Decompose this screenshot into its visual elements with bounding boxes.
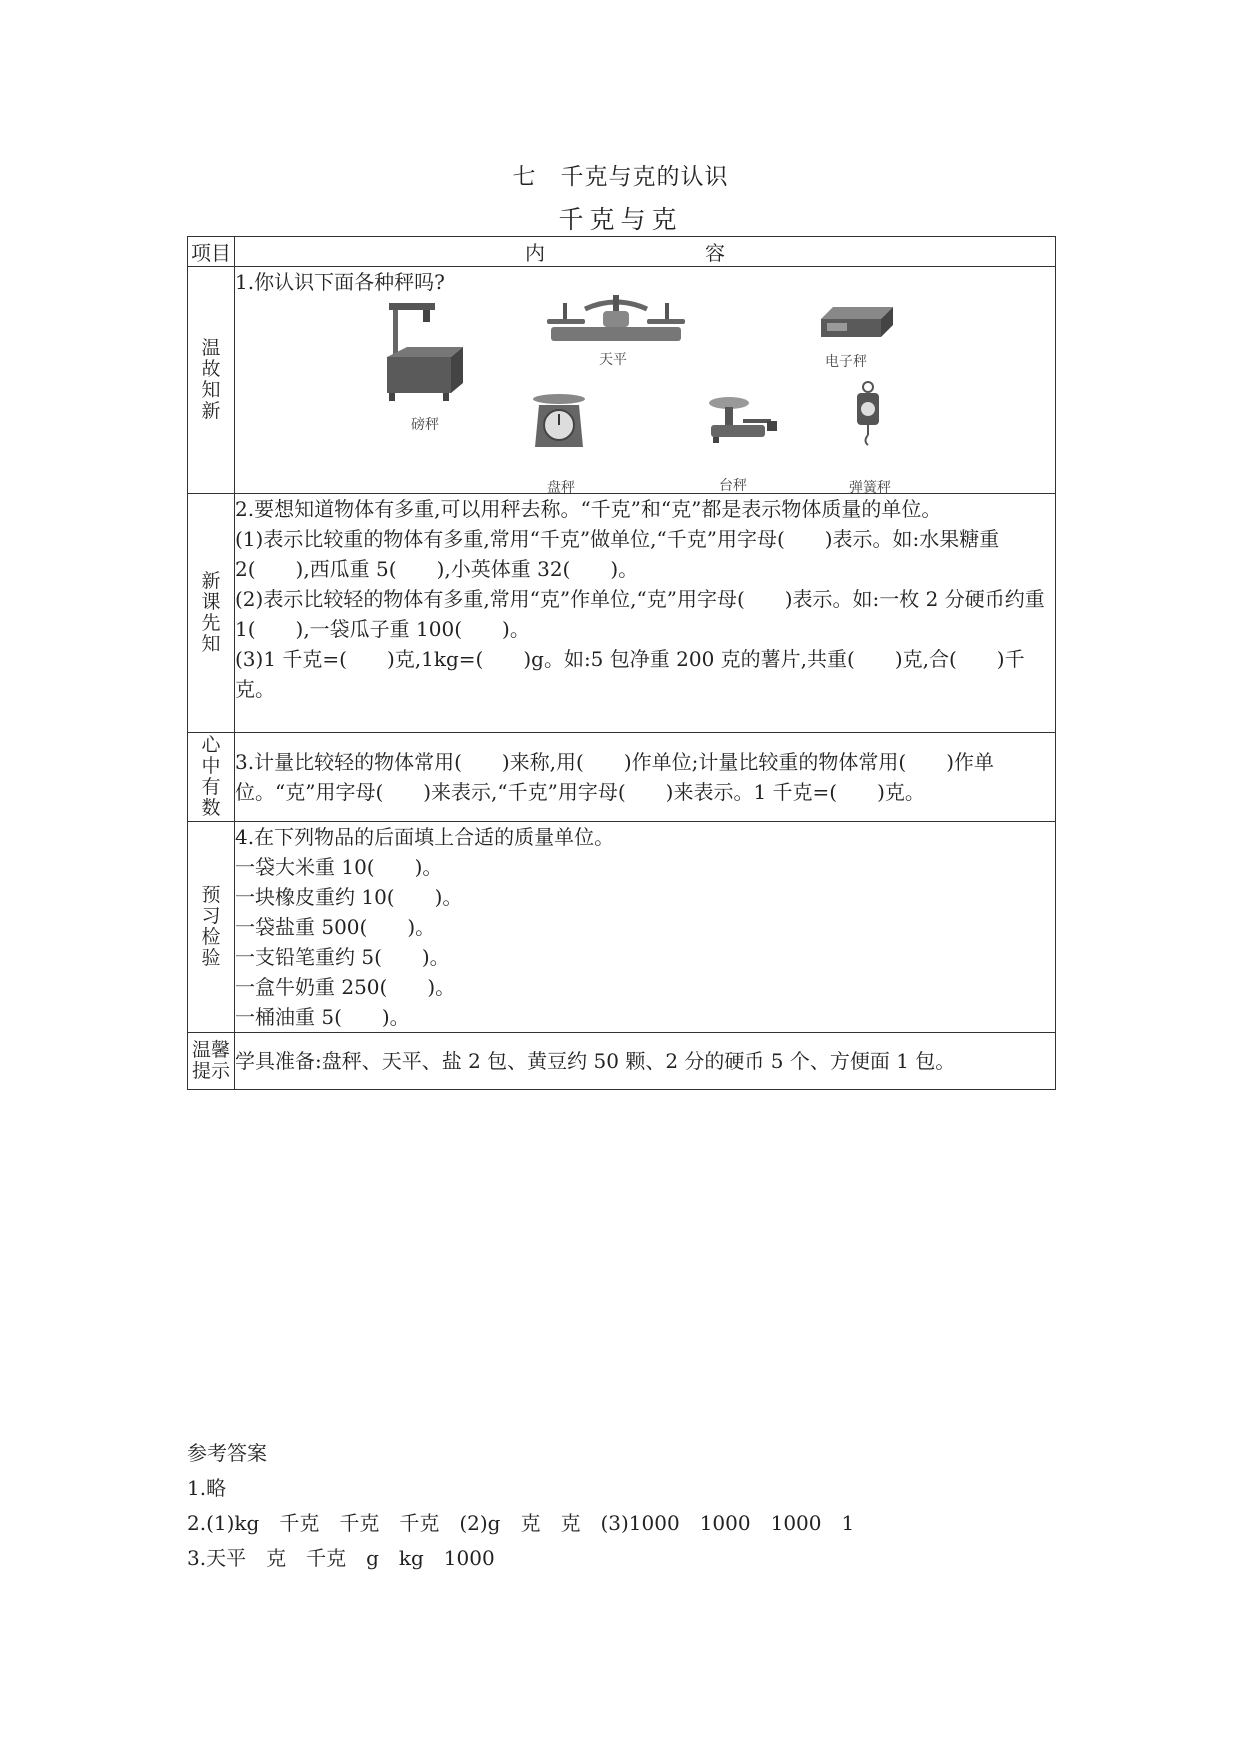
scale-caption: 台秤: [719, 478, 747, 494]
platform-scale-icon: [383, 299, 463, 415]
tip-line: 学具准备:盘秤、天平、盐 2 包、黄豆约 50 颗、2 分的硬币 5 个、方便面 1 包。: [235, 1049, 956, 1073]
row-label-tip: 温馨提示: [188, 1033, 235, 1090]
list-item: 一盒牛奶重 250( )。: [235, 975, 456, 999]
table-row: [188, 1033, 1056, 1090]
scales-illustration: [235, 297, 1055, 496]
row-content-preview: [235, 494, 1056, 733]
question-line: (1)表示比较重的物体有多重,常用“千克”做单位,“千克”用字母( )表示。如:水果糖重 2( ),西瓜重 5( ),小英体重 32( )。: [235, 527, 1000, 581]
spring-scale-icon: [853, 381, 883, 455]
question-line: 1.你认识下面各种秤吗?: [235, 270, 445, 294]
scale-caption: 弹簧秤: [849, 480, 891, 496]
row-label-summary: 心中有数: [188, 733, 235, 822]
answer-line: 3.天平 克 千克 g kg 1000: [187, 1546, 495, 1570]
answer-key: [187, 1436, 854, 1576]
question-line: (3)1 千克=( )克,1kg=( )g。如:5 包净重 200 克的薯片,共重( )克,合( )千克。: [235, 647, 1025, 701]
row-content-summary: [235, 733, 1056, 822]
row-label-review: 温故知新: [188, 267, 235, 494]
answer-line: 2.(1)kg 千克 千克 千克 (2)g 克 克 (3)1000 1000 1000 1: [187, 1511, 855, 1535]
row-content-review: [235, 267, 1056, 494]
row-label-check: 预习检验: [188, 822, 235, 1033]
question-line: 3.计量比较轻的物体常用( )来称,用( )作单位;计量比较重的物体常用( )作单位。“克”用字母( )来表示,“千克”用字母( )来表示。1 千克=( )克。: [235, 750, 994, 804]
row-content-check: [235, 822, 1056, 1033]
list-item: 一袋大米重 10( )。: [235, 855, 443, 879]
chapter-title: 七 千克与克的认识: [512, 164, 729, 190]
list-item: 一块橡皮重约 10( )。: [235, 885, 463, 909]
row-content-tip: [235, 1033, 1056, 1090]
counter-scale-icon: [707, 395, 779, 455]
list-item: 一桶油重 5( )。: [235, 1005, 410, 1029]
scale-caption: 磅秤: [411, 417, 439, 433]
table-row: [188, 267, 1056, 494]
table-header-row: [188, 237, 1056, 267]
question-line: 4.在下列物品的后面填上合适的质量单位。: [235, 825, 615, 849]
answer-heading: 参考答案: [187, 1441, 267, 1465]
scale-caption: 天平: [599, 352, 627, 368]
list-item: 一支铅笔重约 5( )。: [235, 945, 450, 969]
dial-scale-icon: [531, 393, 587, 457]
table-row: [188, 733, 1056, 822]
scale-caption: 电子秤: [825, 354, 867, 370]
header-item: 项目: [188, 237, 235, 267]
electronic-scale-icon: [817, 301, 895, 351]
table-row: [188, 822, 1056, 1033]
lesson-table: [187, 236, 1056, 1090]
question-line: 2.要想知道物体有多重,可以用秤去称。“千克”和“克”都是表示物体质量的单位。: [235, 497, 942, 521]
section-title: 千克与克: [558, 205, 683, 234]
scale-caption: 盘秤: [547, 480, 575, 496]
question-line: (2)表示比较轻的物体有多重,常用“克”作单位,“克”用字母( )表示。如:一枚 2 分硬币约重 1( ),一袋瓜子重 100( )。: [235, 587, 1045, 641]
answer-line: 1.略: [187, 1476, 227, 1500]
list-item: 一袋盐重 500( )。: [235, 915, 436, 939]
row-label-preview: 新课先知: [188, 494, 235, 733]
table-row: [188, 494, 1056, 733]
header-content: 内 容: [235, 237, 1056, 267]
